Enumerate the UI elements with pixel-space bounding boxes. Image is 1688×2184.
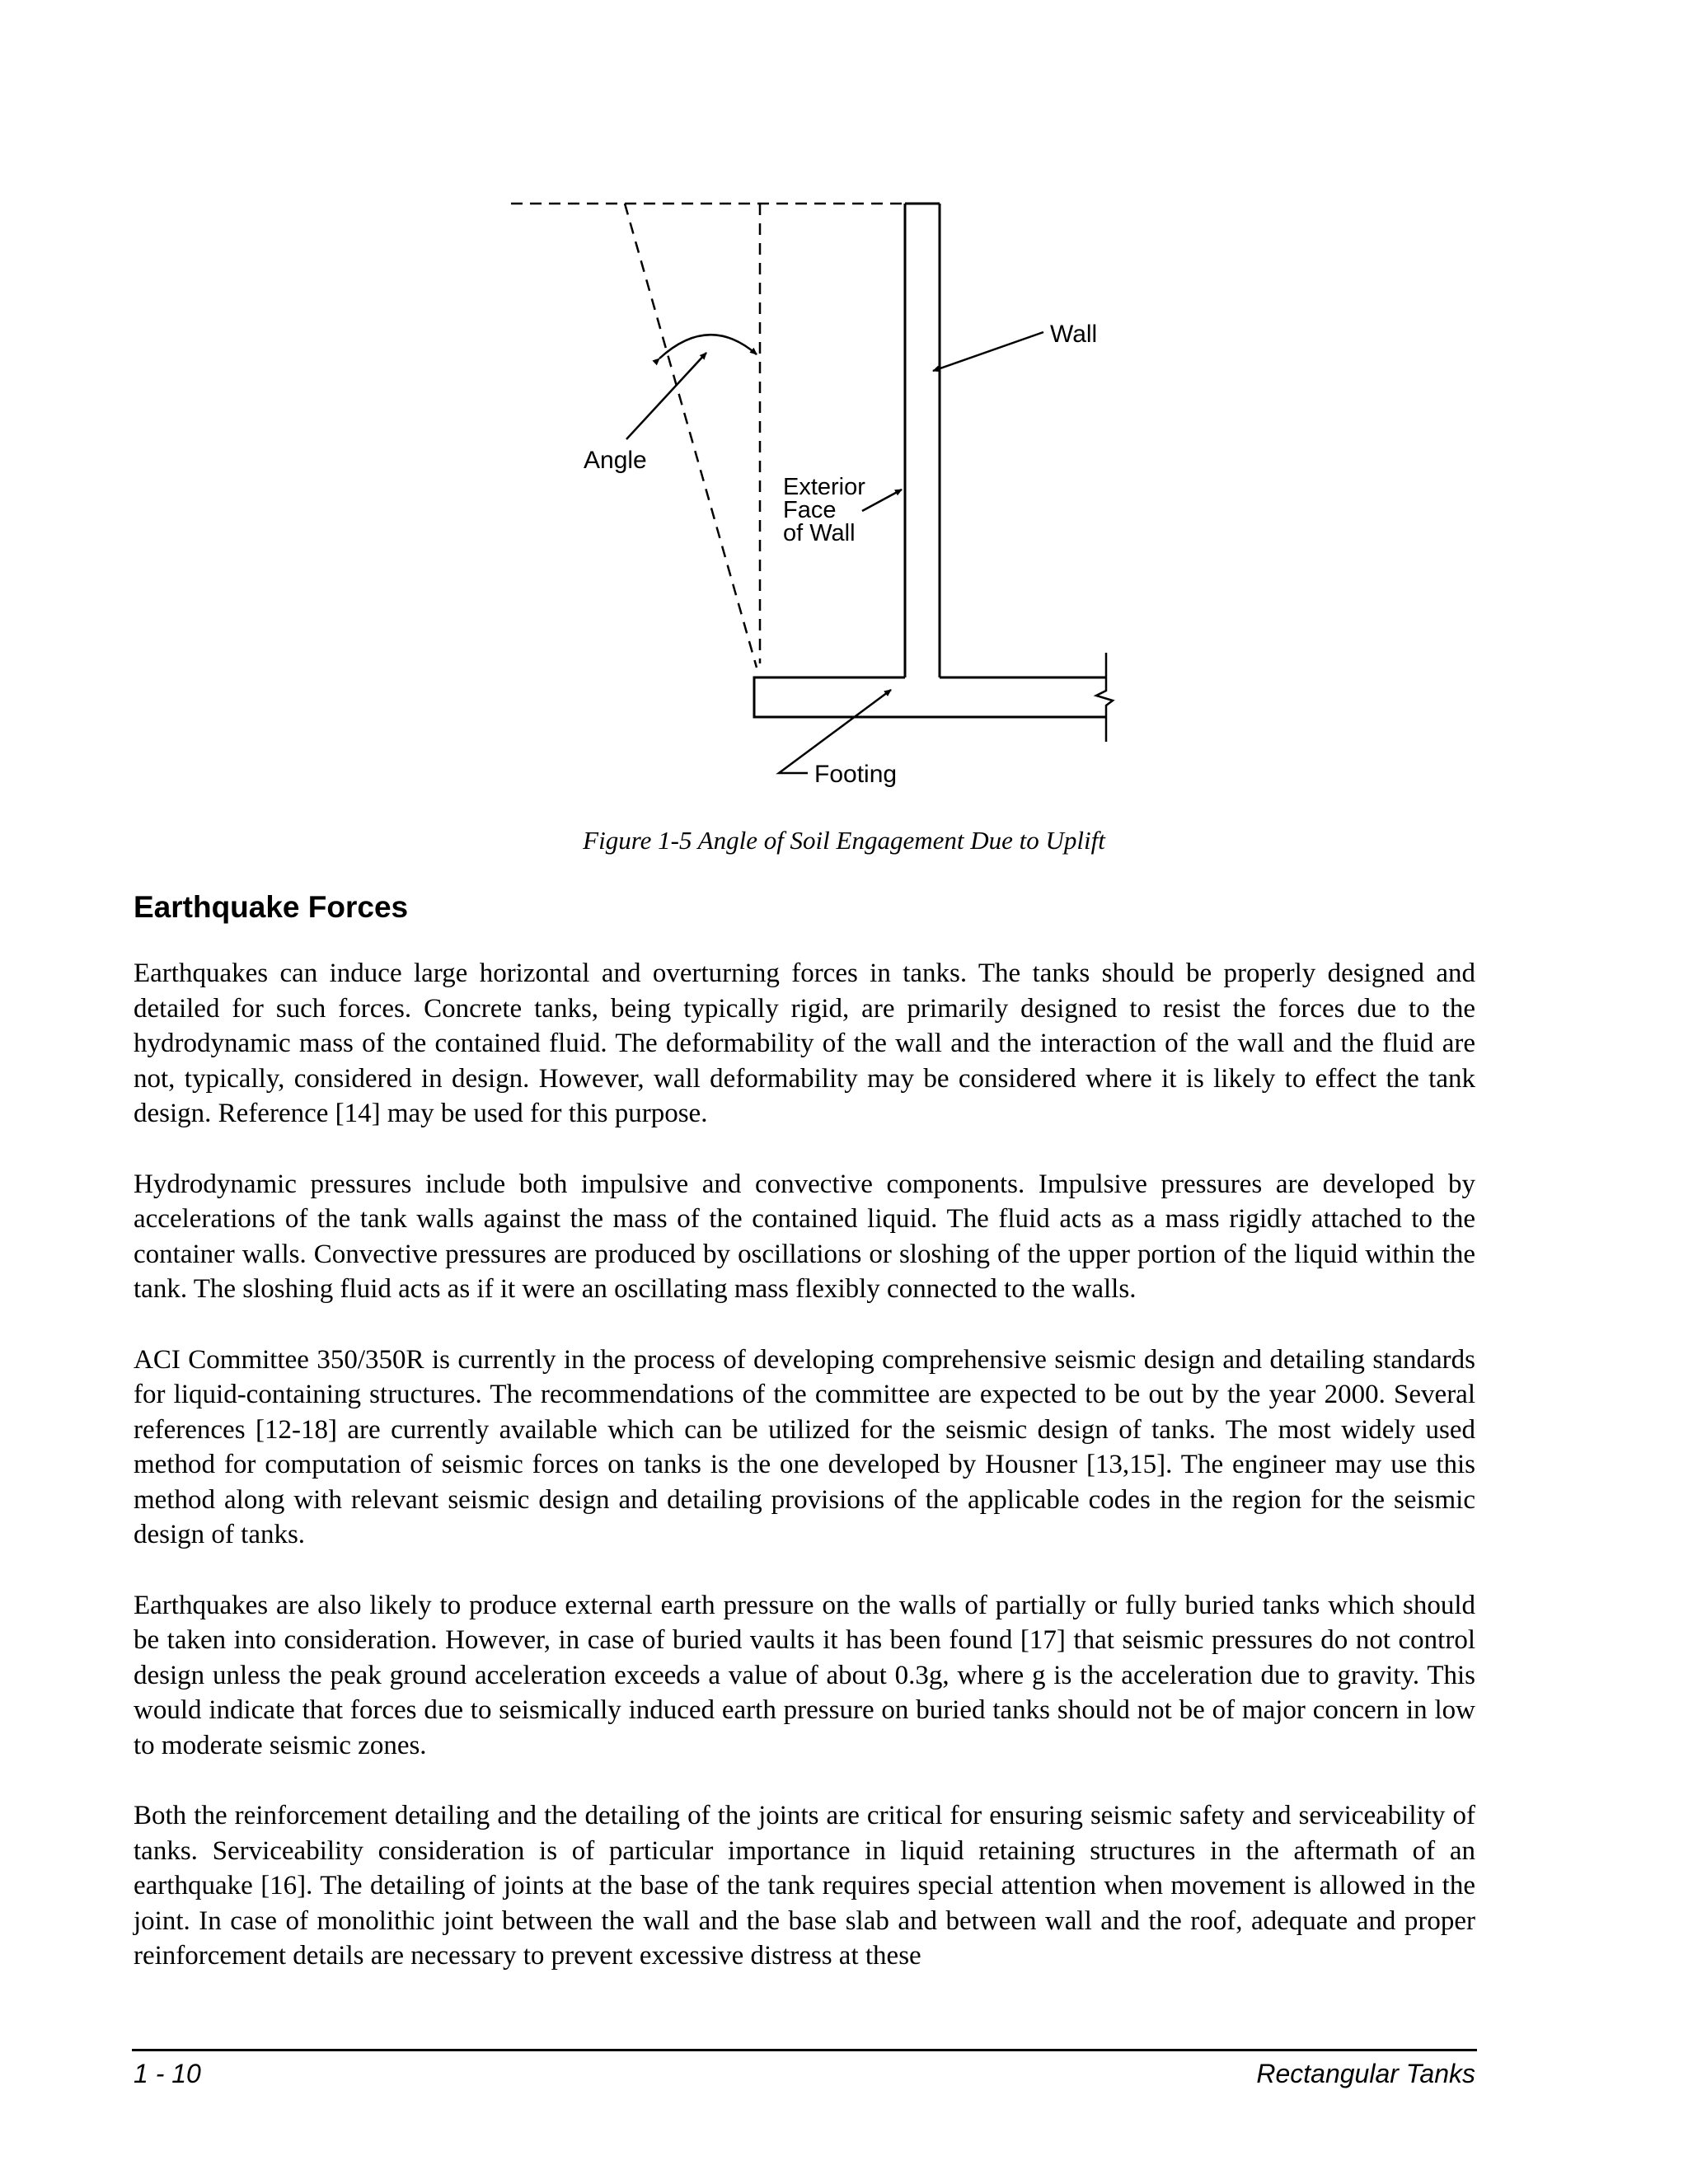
engagement-angle-line (625, 204, 757, 668)
section-body (134, 956, 1475, 2009)
footer-rule (132, 2049, 1477, 2051)
page-number: 1 - 10 (134, 2059, 201, 2088)
soil-engagement-figure (462, 173, 1170, 816)
angle-leader (626, 353, 706, 439)
wall-leader (933, 332, 1043, 371)
exterior-face-leader (862, 490, 902, 511)
paragraph-1: Earthquakes can induce large horizontal and overturning forces in tanks. The tanks should be properly designed and detailed for such forces. Concrete tanks, being typically rigid, are primarily designed to resist the forces due to the hydrodynamic mass of the contained fluid. The deformability of the wall and the interaction of the wall and the fluid are not, typically, considered in design. However, wall deformability may be considered where it is likely to effect the tank design. Reference [14] may be used for this purpose. (134, 958, 1475, 1128)
wall-label: Wall (1050, 321, 1098, 348)
section-heading: Earthquake Forces (134, 890, 409, 924)
footing-break-line (1096, 653, 1113, 742)
angle-arc (659, 335, 757, 359)
chapter-title: Rectangular Tanks (1256, 2059, 1475, 2088)
paragraph-3: ACI Committee 350/350R is currently in the process of developing comprehensive seismic design and detailing standards for liquid-containing structures. The recommendations of the committee are expected to be out by the year 2000. Several references [12-18] are currently available which can be utilized for the seismic design of tanks. The most widely used method for computation of seismic forces on tanks is the one developed by Housner [13,15]. The engineer may use this method along with relevant seismic design and detailing provisions of the applicable codes in the region for the seismic design of tanks. (134, 1344, 1475, 1549)
exterior-label-line3: of Wall (783, 520, 856, 546)
exterior-label-line1: Exterior (783, 474, 865, 500)
exterior-label-line2: Face (783, 497, 837, 523)
wall-lower-outline (905, 350, 940, 677)
paragraph-2: Hydrodynamic pressures include both impulsive and convective components. Impulsive pressures are developed by accelerations of the tank walls against the mass of the contained liquid. The fluid acts as a mass rigidly attached to the container walls. Convective pressures are produced by oscillations or sloshing of the upper portion of the liquid within the tank. The sloshing fluid acts as if it were an oscillating mass flexibly connected to the walls. (134, 1169, 1475, 1304)
footing-outline (754, 677, 1106, 717)
footing-label: Footing (814, 761, 898, 788)
figure-caption: Figure 1-5 Angle of Soil Engagement Due to Uplift (583, 826, 1105, 855)
angle-label: Angle (584, 447, 647, 474)
paragraph-4: Earthquakes are also likely to produce external earth pressure on the walls of partially or fully buried tanks which should be taken into consideration. However, in case of buried vaults it has been found [17] that seismic pressures do not control design unless the peak ground acceleration exceeds a value of about 0.3g, where g is the acceleration due to gravity. This would indicate that forces due to seismically induced earth pressure on buried tanks should not be of major concern in low to moderate seismic zones. (134, 1590, 1475, 1760)
paragraph-5: Both the reinforcement detailing and the detailing of the joints are critical for ensuring seismic safety and serviceability of tanks. Serviceability consideration is of particular importance in liquid retaining structures in the aftermath of an earthquake [16]. The detailing of joints at the base of the tank requires special attention when movement is allowed in the joint. In case of monolithic joint between the wall and the base slab and between wall and the roof, adequate and proper reinforcement details are necessary to prevent excessive distress at these (134, 1801, 1475, 1971)
wall-outline (905, 204, 940, 350)
